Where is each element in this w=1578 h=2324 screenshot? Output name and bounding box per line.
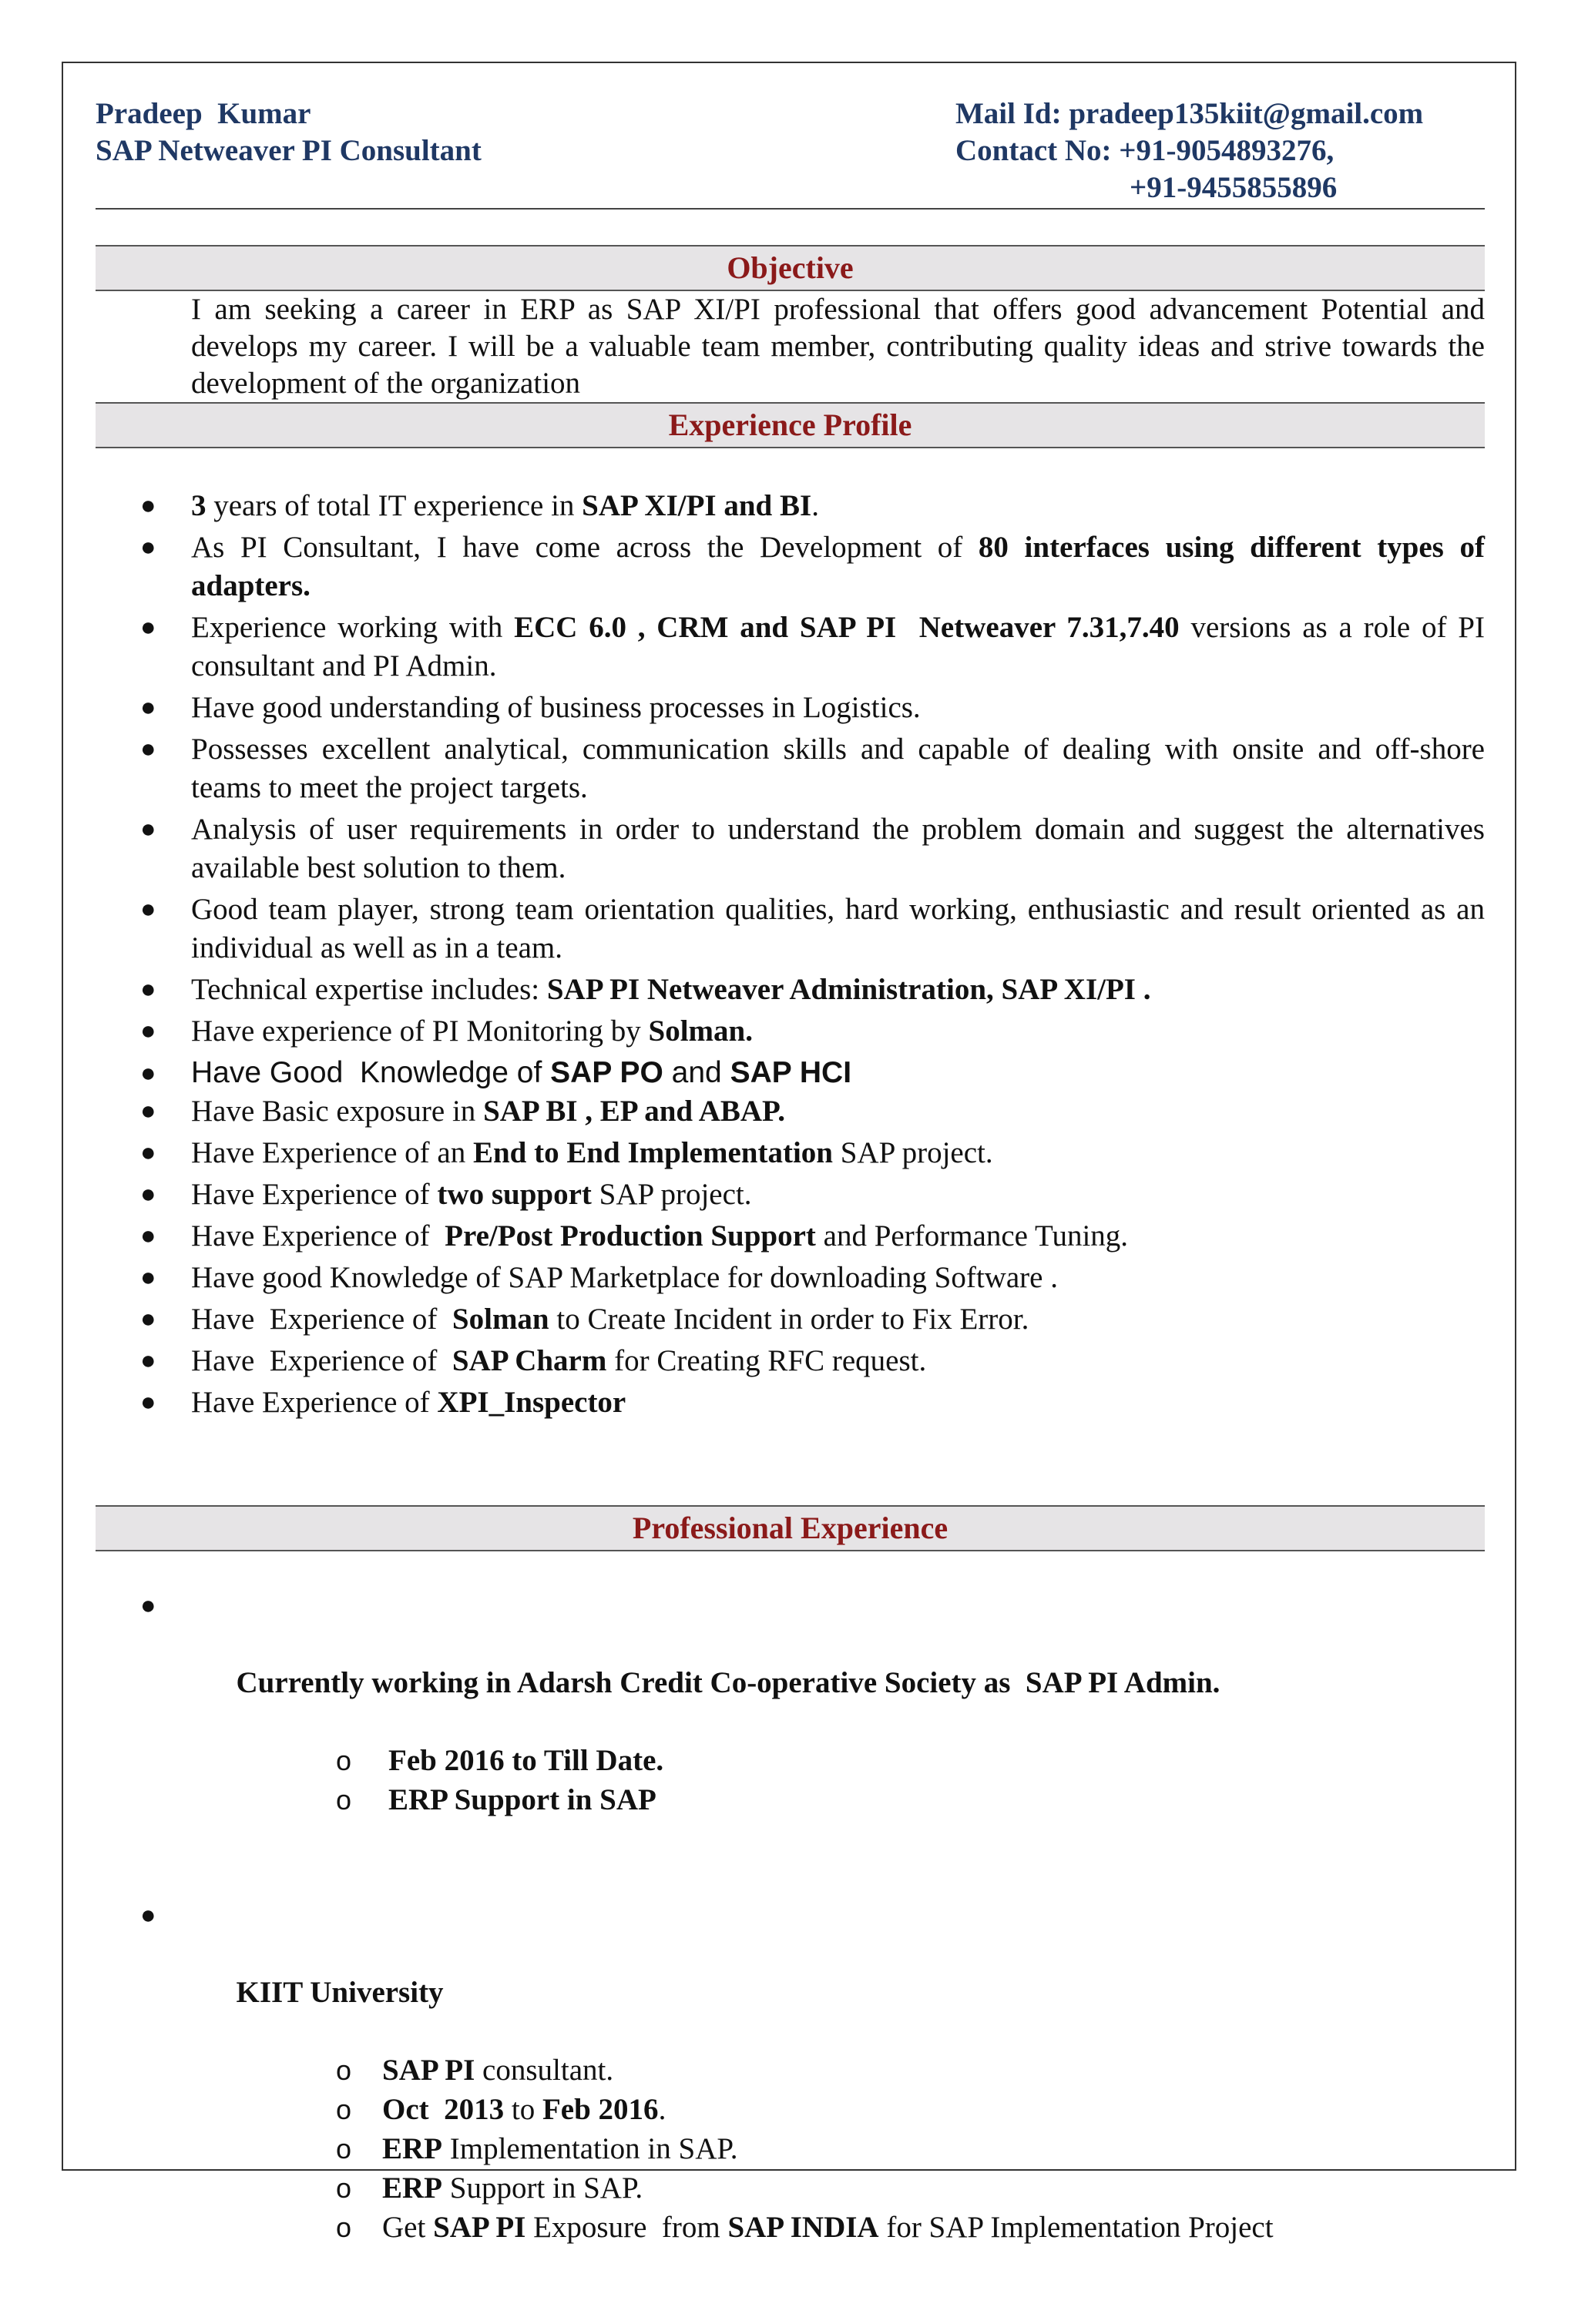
objective-text: I am seeking a career in ERP as SAP XI/PI professional that offers good advancement Potential and develops my career. I will be a valuable team member, contributing quality ideas and strive towards the development of the organization xyxy=(191,293,1485,400)
emphasis-text: 3 xyxy=(191,489,206,522)
item-text: for Creating RFC request. xyxy=(606,1344,927,1377)
job-detail-text: for SAP Implementation Project xyxy=(878,2211,1274,2244)
job-detail-text: Implementation in SAP. xyxy=(442,2132,738,2165)
emphasis-text: Feb 2016 xyxy=(542,2093,659,2126)
experience-item xyxy=(96,1092,1485,1131)
item-text: Good team player, strong team orientation qualities, hard working, enthusiastic and result oriented as an individual as well as in a team. xyxy=(191,893,1492,964)
emphasis-text: XPI_Inspector xyxy=(437,1386,626,1419)
resume-header xyxy=(96,96,1485,208)
item-text: and Performance Tuning. xyxy=(815,1219,1129,1253)
bullet-icon: ● xyxy=(140,613,156,642)
item-text: Have Experience of xyxy=(191,1178,438,1211)
emphasis-text: SAP HCI xyxy=(730,1056,852,1089)
emphasis-text: ECC 6.0 , CRM and SAP PI Netweaver 7.31,7.40 xyxy=(514,611,1180,644)
contact-number: Contact No: +91-9054893276, xyxy=(955,134,1335,167)
job-detail-item xyxy=(191,2208,1485,2247)
job-detail-item xyxy=(191,2090,1485,2129)
item-text: Have good Knowledge of SAP Marketplace for downloading Software . xyxy=(191,1261,1058,1294)
job-detail-item xyxy=(191,1780,1485,1819)
item-text: Technical expertise includes: xyxy=(191,973,547,1006)
bullet-icon: ● xyxy=(140,1139,156,1167)
experience-item xyxy=(96,1383,1485,1422)
header-left xyxy=(96,96,482,169)
job-detail-item xyxy=(191,1741,1485,1780)
resume xyxy=(96,96,1492,2324)
bullet-icon: ● xyxy=(140,693,156,722)
circle-bullet-icon: o xyxy=(336,1784,352,1816)
experience-item xyxy=(96,1175,1485,1214)
job-details xyxy=(191,2051,1485,2247)
item-text: Have Experience of xyxy=(191,1344,452,1377)
bullet-icon: ● xyxy=(140,1017,156,1045)
experience-item xyxy=(96,1217,1485,1256)
bullet-icon: ● xyxy=(140,1346,156,1375)
emphasis-text: ERP xyxy=(382,2132,442,2165)
item-text: Have Basic exposure in xyxy=(191,1095,484,1128)
item-text: Have Experience of an xyxy=(191,1136,473,1169)
experience-item xyxy=(96,810,1492,887)
experience-item xyxy=(96,487,1485,525)
job-detail-item xyxy=(191,2129,1485,2168)
job-detail-text: . xyxy=(658,2093,666,2126)
item-text: Have good understanding of business processes in Logistics. xyxy=(191,691,921,724)
experience-item xyxy=(96,1012,1485,1051)
experience-profile-list xyxy=(96,487,1492,1422)
emphasis-text: two support xyxy=(437,1178,592,1211)
item-text: Have Experience of xyxy=(191,1219,445,1253)
experience-item xyxy=(96,1300,1485,1339)
item-text: Have Experience of xyxy=(191,1386,438,1419)
experience-item xyxy=(96,1259,1485,1297)
emphasis-text: End to End Implementation xyxy=(472,1136,833,1169)
bullet-icon: ● xyxy=(140,1180,156,1209)
emphasis-text: ERP xyxy=(382,2171,442,2205)
emphasis-text: Solman xyxy=(452,1303,549,1336)
bullet-icon: ● xyxy=(140,1901,156,1930)
circle-bullet-icon: o xyxy=(336,1745,352,1776)
item-text: versions as a role of PI consultant and PI Admin. xyxy=(191,611,1492,682)
item-text: As PI Consultant, I have come across the Development of xyxy=(191,531,979,564)
experience-item xyxy=(96,1054,1485,1092)
job-detail-item xyxy=(191,2051,1485,2090)
bullet-icon: ● xyxy=(140,1058,156,1088)
experience-item xyxy=(96,609,1492,686)
job-item xyxy=(96,1587,1485,1896)
job-detail-text: ERP Support in SAP xyxy=(388,1783,656,1816)
circle-bullet-icon: o xyxy=(336,2133,352,2165)
mail-id: Mail Id: pradeep135kiit@gmail.com xyxy=(955,97,1424,130)
experience-item xyxy=(96,689,1485,727)
item-text: to Create Incident in order to Fix Error. xyxy=(549,1303,1029,1336)
job-title: KIIT University xyxy=(236,1976,444,2009)
bullet-icon: ● xyxy=(140,895,156,924)
job-detail-text: consultant. xyxy=(475,2054,614,2087)
emphasis-text: SAP PI xyxy=(433,2211,526,2244)
item-text: Have experience of PI Monitoring by xyxy=(191,1014,649,1048)
job-detail-text: Exposure from xyxy=(525,2211,728,2244)
section-objective-heading: Objective xyxy=(96,245,1485,291)
emphasis-text: SAP Charm xyxy=(452,1344,607,1377)
emphasis-text: Solman. xyxy=(648,1014,753,1048)
circle-bullet-icon: o xyxy=(336,2212,352,2243)
emphasis-text: 80 interfaces using different types of adapters. xyxy=(191,531,1492,602)
bullet-icon: ● xyxy=(140,491,156,520)
job-title: Currently working in Adarsh Credit Co-operative Society as SAP PI Admin. xyxy=(236,1666,1220,1699)
experience-item xyxy=(96,528,1492,605)
section-experience-profile-heading: Experience Profile xyxy=(96,402,1485,448)
professional-experience-list xyxy=(96,1587,1485,2324)
item-text: Analysis of user requirements in order to understand the problem domain and suggest the alternatives available best solution to them. xyxy=(191,813,1492,884)
emphasis-text: SAP XI/PI and BI xyxy=(582,489,812,522)
circle-bullet-icon: o xyxy=(336,2054,352,2086)
header-right xyxy=(955,96,1423,206)
item-text: and xyxy=(663,1056,730,1089)
job-item xyxy=(96,1896,1485,2324)
emphasis-text: SAP PO xyxy=(550,1056,663,1089)
bullet-icon: ● xyxy=(140,1305,156,1333)
item-text: SAP project. xyxy=(591,1178,752,1211)
item-text: SAP project. xyxy=(832,1136,993,1169)
emphasis-text: SAP INDIA xyxy=(727,2211,879,2244)
circle-bullet-icon: o xyxy=(336,2172,352,2204)
emphasis-text: Pre/Post Production Support xyxy=(445,1219,816,1253)
bullet-icon: ● xyxy=(140,1388,156,1417)
experience-item xyxy=(96,890,1492,967)
bullet-icon: ● xyxy=(140,1222,156,1250)
job-detail-text: Feb 2016 to Till Date. xyxy=(388,1744,664,1777)
experience-item xyxy=(96,1134,1485,1172)
candidate-title: SAP Netweaver PI Consultant xyxy=(96,134,482,167)
item-text: . xyxy=(811,489,819,522)
job-detail-text: Get xyxy=(382,2211,434,2244)
job-details xyxy=(191,1741,1485,1819)
job-detail-text: Support in SAP. xyxy=(442,2171,643,2205)
emphasis-text: SAP PI xyxy=(382,2054,475,2087)
experience-item xyxy=(96,730,1492,807)
job-detail-item xyxy=(191,2168,1485,2208)
experience-item xyxy=(96,1342,1485,1380)
emphasis-text: SAP PI Netweaver Administration, SAP XI/PI . xyxy=(546,973,1151,1006)
item-text: years of total IT experience in xyxy=(206,489,583,522)
emphasis-text: Oct 2013 xyxy=(382,2093,505,2126)
experience-item xyxy=(96,971,1485,1009)
bullet-icon: ● xyxy=(140,1097,156,1125)
bullet-icon: ● xyxy=(140,815,156,843)
item-text: Have Good Knowledge of xyxy=(191,1056,551,1089)
item-text: Have Experience of xyxy=(191,1303,452,1336)
emphasis-text: SAP BI , EP and ABAP. xyxy=(483,1095,786,1128)
bullet-icon: ● xyxy=(140,735,156,763)
item-text: Possesses excellent analytical, communication skills and capable of dealing with onsite and off-shore teams to meet the project targets. xyxy=(191,733,1492,804)
bullet-icon: ● xyxy=(140,1591,156,1620)
bullet-icon: ● xyxy=(140,975,156,1004)
item-text: Experience working with xyxy=(191,611,515,644)
section-professional-experience-heading: Professional Experience xyxy=(96,1505,1485,1551)
bullet-icon: ● xyxy=(140,533,156,562)
candidate-name: Pradeep Kumar xyxy=(96,97,311,130)
bullet-icon: ● xyxy=(140,1263,156,1292)
job-detail-text: to xyxy=(504,2093,542,2126)
contact-number-2: +91-9455855896 xyxy=(1130,171,1338,204)
circle-bullet-icon: o xyxy=(336,2094,352,2125)
